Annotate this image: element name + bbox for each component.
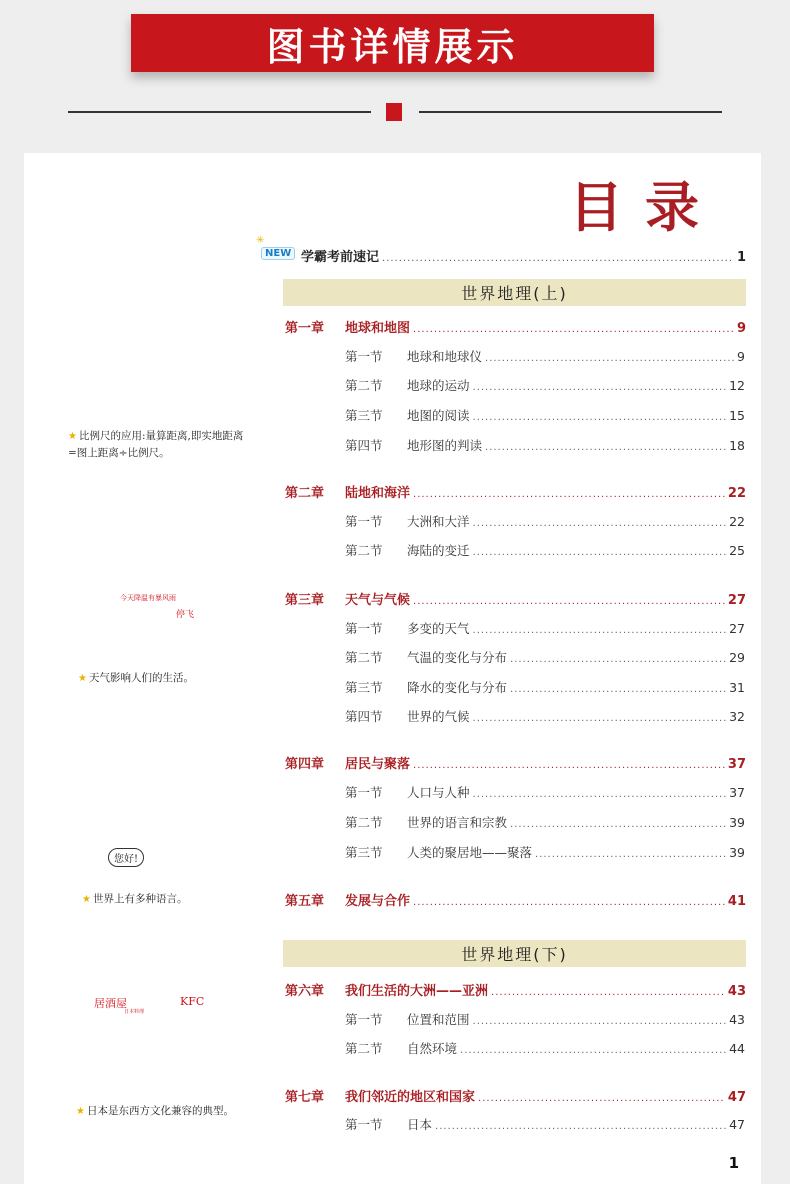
toc-section[interactable]: 第一节 人口与人种 ..... 37 [345, 783, 745, 801]
toc-chapter[interactable]: 第五章 发展与合作 ..... 41 [285, 890, 746, 909]
toc-section[interactable]: 第一节 多变的天气 ..... 27 [345, 619, 745, 637]
toc-section[interactable]: 第二节 世界的语言和宗教 ..... 39 [345, 813, 745, 831]
toc-section[interactable]: 第一节 位置和范围 ..... 43 [345, 1010, 745, 1028]
toc-title: 目录 [569, 176, 721, 239]
note-japan: ★ 日本是东西方文化兼容的典型。 [76, 1105, 234, 1117]
kfc-sign: KFC [180, 995, 205, 1008]
toc-section[interactable]: 第三节 地图的阅读 ..... 15 [345, 406, 745, 424]
izakaya-sub: 日本料理 [124, 1009, 145, 1015]
toc-section[interactable]: 第二节 海陆的变迁 ..... 25 [345, 541, 745, 559]
sparkle-icon: ✳ [256, 235, 265, 246]
toc-chapter[interactable]: 第四章 居民与聚落 ..... 37 [285, 753, 746, 772]
note-scale: ★ 比例尺的应用:量算距离,即实地距离=图上距离÷比例尺。 [68, 430, 244, 459]
book-page [24, 153, 761, 1184]
star-icon: ★ [82, 894, 91, 905]
note-language: ★ 世界上有多种语言。 [82, 893, 188, 905]
part-header-lower: 世界地理(下) [283, 940, 746, 967]
toc-chapter[interactable]: 第二章 陆地和海洋 ..... 22 [285, 482, 746, 501]
toc-section[interactable]: 第二节 地球的运动 ..... 12 [345, 376, 745, 394]
star-icon: ★ [76, 1106, 85, 1117]
page-number: 1 [728, 1154, 739, 1172]
toc-chapter[interactable]: 第六章 我们生活的大洲——亚洲 ..... 43 [285, 980, 746, 999]
new-badge: NEW [261, 247, 295, 260]
toc-section[interactable]: 第二节 气温的变化与分布 ..... 29 [345, 648, 745, 666]
toc-chapter[interactable]: 第三章 天气与气候 ..... 27 [285, 589, 746, 608]
divider-left [68, 111, 371, 113]
toc-section[interactable]: 第三节 人类的聚居地——聚落 ..... 39 [345, 843, 745, 861]
weather-sign-2: 停飞 [176, 610, 195, 620]
weather-sign: 今天降温有暴风雨 [120, 594, 176, 602]
toc-section[interactable]: 第二节 自然环境 ..... 44 [345, 1039, 745, 1057]
toc-section[interactable]: 第四节 世界的气候 ..... 32 [345, 707, 745, 725]
part-header-upper: 世界地理(上) [283, 279, 746, 306]
banner-title: 图书详情展示 [131, 14, 654, 72]
toc-chapter[interactable]: 第七章 我们邻近的地区和国家 ..... 47 [285, 1086, 746, 1105]
toc-chapter[interactable]: 第一章 地球和地图 ..... 9 [285, 317, 746, 336]
izakaya-sign: 居酒屋 [94, 997, 127, 1010]
divider-right [419, 111, 722, 113]
divider-mark [386, 103, 402, 121]
star-icon: ★ [78, 673, 87, 684]
toc-section[interactable]: 第一节 日本 ..... 47 [345, 1115, 745, 1133]
greeting-bubble: 您好! [108, 848, 144, 867]
toc-section[interactable]: 第四节 地形图的判读 ..... 18 [345, 436, 745, 454]
toc-section[interactable]: 第一节 大洲和大洋 ..... 22 [345, 512, 745, 530]
note-weather: ★ 天气影响人们的生活。 [78, 672, 194, 684]
toc-section[interactable]: 第一节 地球和地球仪 ..... 9 [345, 347, 745, 365]
toc-section[interactable]: 第三节 降水的变化与分布 ..... 31 [345, 678, 745, 696]
toc-entry-quick-review[interactable]: 学霸考前速记 ..... 1 [301, 246, 746, 265]
star-icon: ★ [68, 431, 77, 442]
